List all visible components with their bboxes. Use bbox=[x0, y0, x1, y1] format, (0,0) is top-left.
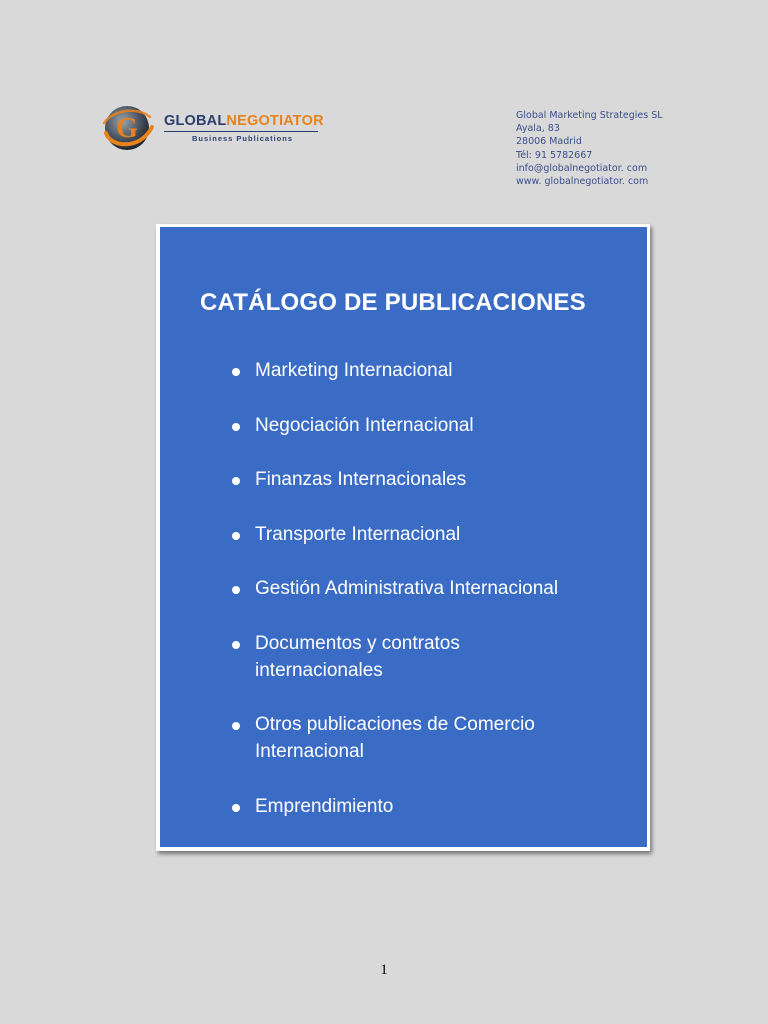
brand-name bbox=[164, 113, 324, 129]
street-address: Ayala, 83 bbox=[516, 123, 560, 135]
globalnegotiator-logo bbox=[100, 103, 322, 153]
svg-text:G: G bbox=[116, 113, 138, 144]
phone-number: Tél: 91 5782667 bbox=[516, 149, 593, 161]
page-number: 1 bbox=[380, 962, 388, 978]
contact-block bbox=[516, 109, 663, 188]
bullet-icon bbox=[232, 641, 240, 649]
catalog-title: CATÁLOGO DE PUBLICACIONES bbox=[200, 289, 586, 316]
catalog-box bbox=[156, 224, 650, 851]
website-url[interactable]: www. globalnegotiator. com bbox=[516, 176, 649, 188]
bullet-icon bbox=[232, 722, 240, 730]
list-item-label: Emprendimiento bbox=[255, 795, 394, 817]
list-item bbox=[255, 521, 645, 548]
publication-list bbox=[255, 357, 645, 847]
bullet-icon bbox=[232, 532, 240, 540]
list-item-label: Transporte Internacional bbox=[255, 523, 461, 545]
list-item-label: Negociación Internacional bbox=[255, 414, 474, 436]
bullet-icon bbox=[232, 423, 240, 431]
catalog-panel bbox=[160, 227, 647, 847]
list-item bbox=[255, 466, 645, 493]
email-address[interactable]: info@globalnegotiator. com bbox=[516, 162, 648, 174]
list-item-label: Finanzas Internacionales bbox=[255, 469, 467, 490]
list-item-label: Gestión Administrativa Internacional bbox=[255, 578, 559, 599]
bullet-icon bbox=[232, 368, 240, 376]
globe-logo-icon bbox=[100, 103, 156, 153]
bullet-icon bbox=[232, 804, 240, 812]
bullet-icon bbox=[232, 477, 240, 485]
tagline-divider bbox=[164, 131, 318, 132]
list-item bbox=[255, 575, 645, 602]
brand-tagline: Business Publications bbox=[192, 134, 294, 143]
list-item bbox=[255, 630, 505, 684]
brand-name-global: GLOBAL bbox=[164, 113, 227, 129]
list-item bbox=[255, 793, 645, 820]
bullet-icon bbox=[232, 586, 240, 594]
list-item bbox=[255, 711, 575, 765]
list-item-label: Otros publicaciones de Comercio Internacional bbox=[255, 714, 535, 762]
city-address: 28006 Madrid bbox=[516, 136, 582, 148]
list-item-label: Documentos y contratos internacionales bbox=[255, 632, 460, 681]
list-item bbox=[255, 357, 645, 384]
list-item-label: Marketing Internacional bbox=[255, 360, 453, 381]
list-item bbox=[255, 412, 645, 439]
brand-name-negotiator: NEGOTIATOR bbox=[226, 113, 324, 129]
company-name: Global Marketing Strategies SL bbox=[516, 110, 663, 121]
